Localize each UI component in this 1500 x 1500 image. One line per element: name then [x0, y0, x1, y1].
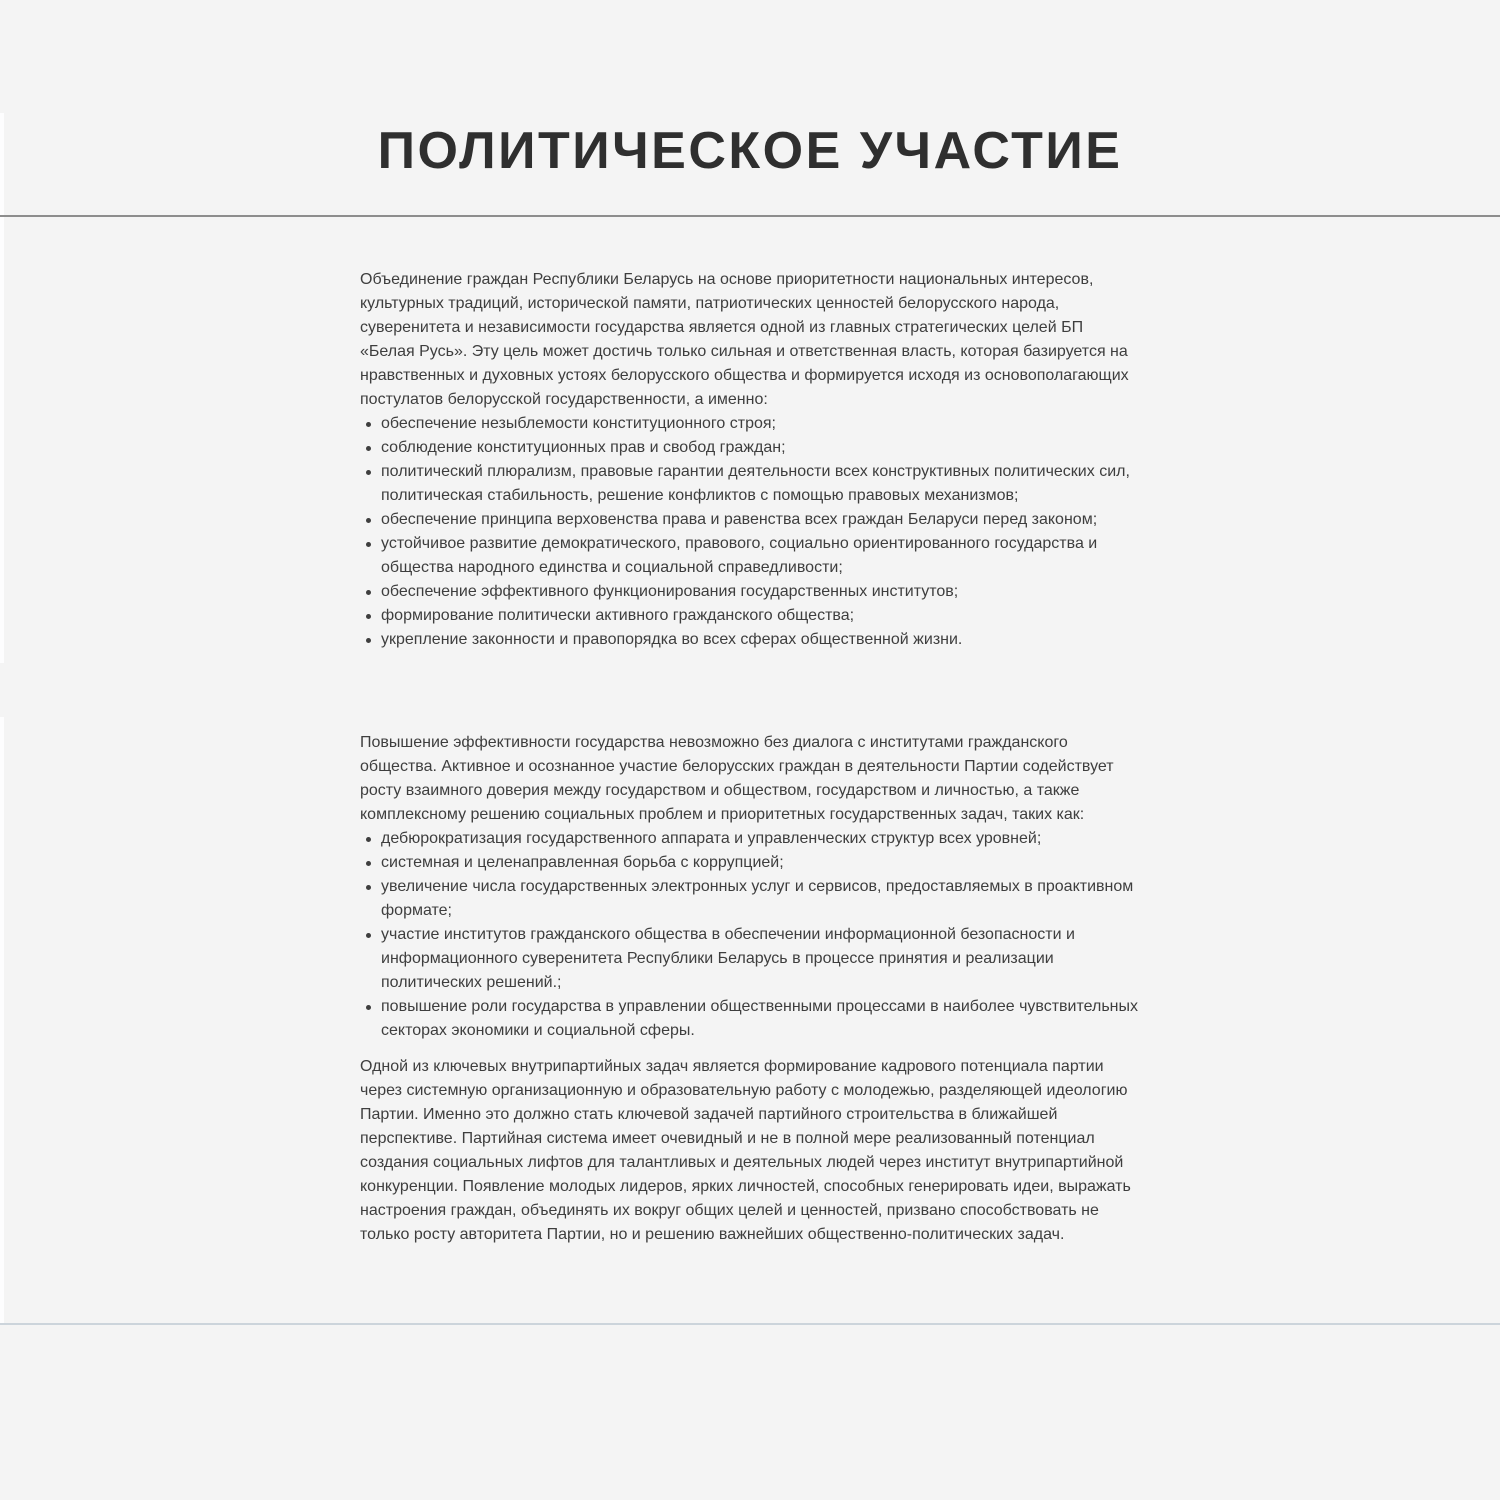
- section-state-tasks: [360, 731, 1140, 1043]
- bullet-item: обеспечение незыблемости конституционного строя;: [360, 412, 1140, 436]
- bullet-item: повышение роли государства в управлении общественными процессами в наиболее чувствительных секторах экономики и социальной сферы.: [360, 995, 1140, 1043]
- header-divider: [0, 215, 1500, 217]
- bullet-item: обеспечение принципа верховенства права и равенства всех граждан Беларуси перед законом;: [360, 508, 1140, 532]
- bullet-item: дебюрократизация государственного аппарата и управленческих структур всех уровней;: [360, 827, 1140, 851]
- bullet-item: обеспечение эффективного функционирования государственных институтов;: [360, 580, 1140, 604]
- section-paragraph: Объединение граждан Республики Беларусь на основе приоритетности национальных интересов, культурных традиций, исторической памяти, патриотических ценностей белорусского народа, суверенитета и независимости государства является одной из главных стратегических целей БП «Белая Русь». Эту цель может достичь только сильная и ответственная власть, которая базируется на нравственных и духовных устоях белорусского общества и формируется исходя из основополагающих постулатов белорусской государственности, а именно:: [360, 271, 1129, 408]
- bullet-item: участие институтов гражданского общества в обеспечении информационной безопасности и информационного суверенитета Республики Беларусь в процессе принятия и реализации политических решений.;: [360, 923, 1140, 995]
- section-strategic-goals: [360, 268, 1140, 652]
- bullet-item: формирование политически активного гражданского общества;: [360, 604, 1140, 628]
- main-content: [360, 268, 1140, 1247]
- bullet-item: системная и целенаправленная борьба с коррупцией;: [360, 851, 1140, 875]
- bullet-item: политический плюрализм, правовые гарантии деятельности всех конструктивных политических сил, политическая стабильность, решение конфликтов с помощью правовых механизмов;: [360, 460, 1140, 508]
- left-page-edge-strip-bottom: [0, 717, 4, 1323]
- page-title: ПОЛИТИЧЕСКОЕ УЧАСТИЕ: [377, 122, 1123, 180]
- section-paragraph: Одной из ключевых внутрипартийных задач является формирование кадрового потенциала партии через системную организационную и образовательную работу с молодежью, разделяющей идеологию Партии. Именно это должно стать ключевой задачей партийного строительства в ближайшей перспективе. Партийная система имеет очевидный и не в полной мере реализованный потенциал создания социальных лифтов для талантливых и деятельных людей через институт внутрипартийной конкуренции. Появление молодых лидеров, ярких личностей, способных генерировать идеи, выражать настроения граждан, объединять их вокруг общих целей и ценностей, призвано способствовать не только росту авторитета Партии, но и решению важнейших общественно-политических задач.: [360, 1058, 1131, 1243]
- bullet-item: укрепление законности и правопорядка во всех сферах общественной жизни.: [360, 628, 1140, 652]
- bullet-list: [360, 412, 1140, 652]
- bullet-item: увеличение числа государственных электронных услуг и сервисов, предоставляемых в проактивном формате;: [360, 875, 1140, 923]
- bullet-item: соблюдение конституционных прав и свобод граждан;: [360, 436, 1140, 460]
- section-paragraph: Повышение эффективности государства невозможно без диалога с институтами гражданского общества. Активное и осознанное участие белорусских граждан в деятельности Партии содействует росту взаимного доверия между государством и обществом, государством и личностью, а также комплексному решению социальных проблем и приоритетных государственных задач, таких как:: [360, 734, 1114, 823]
- left-page-edge-strip-top: [0, 113, 4, 663]
- footer-divider: [0, 1323, 1500, 1325]
- bullet-item: устойчивое развитие демократического, правового, социально ориентированного государства и общества народного единства и социальной справедливости;: [360, 532, 1140, 580]
- section-party-personnel: [360, 1055, 1140, 1247]
- page-header: [0, 122, 1500, 180]
- bullet-list: [360, 827, 1140, 1043]
